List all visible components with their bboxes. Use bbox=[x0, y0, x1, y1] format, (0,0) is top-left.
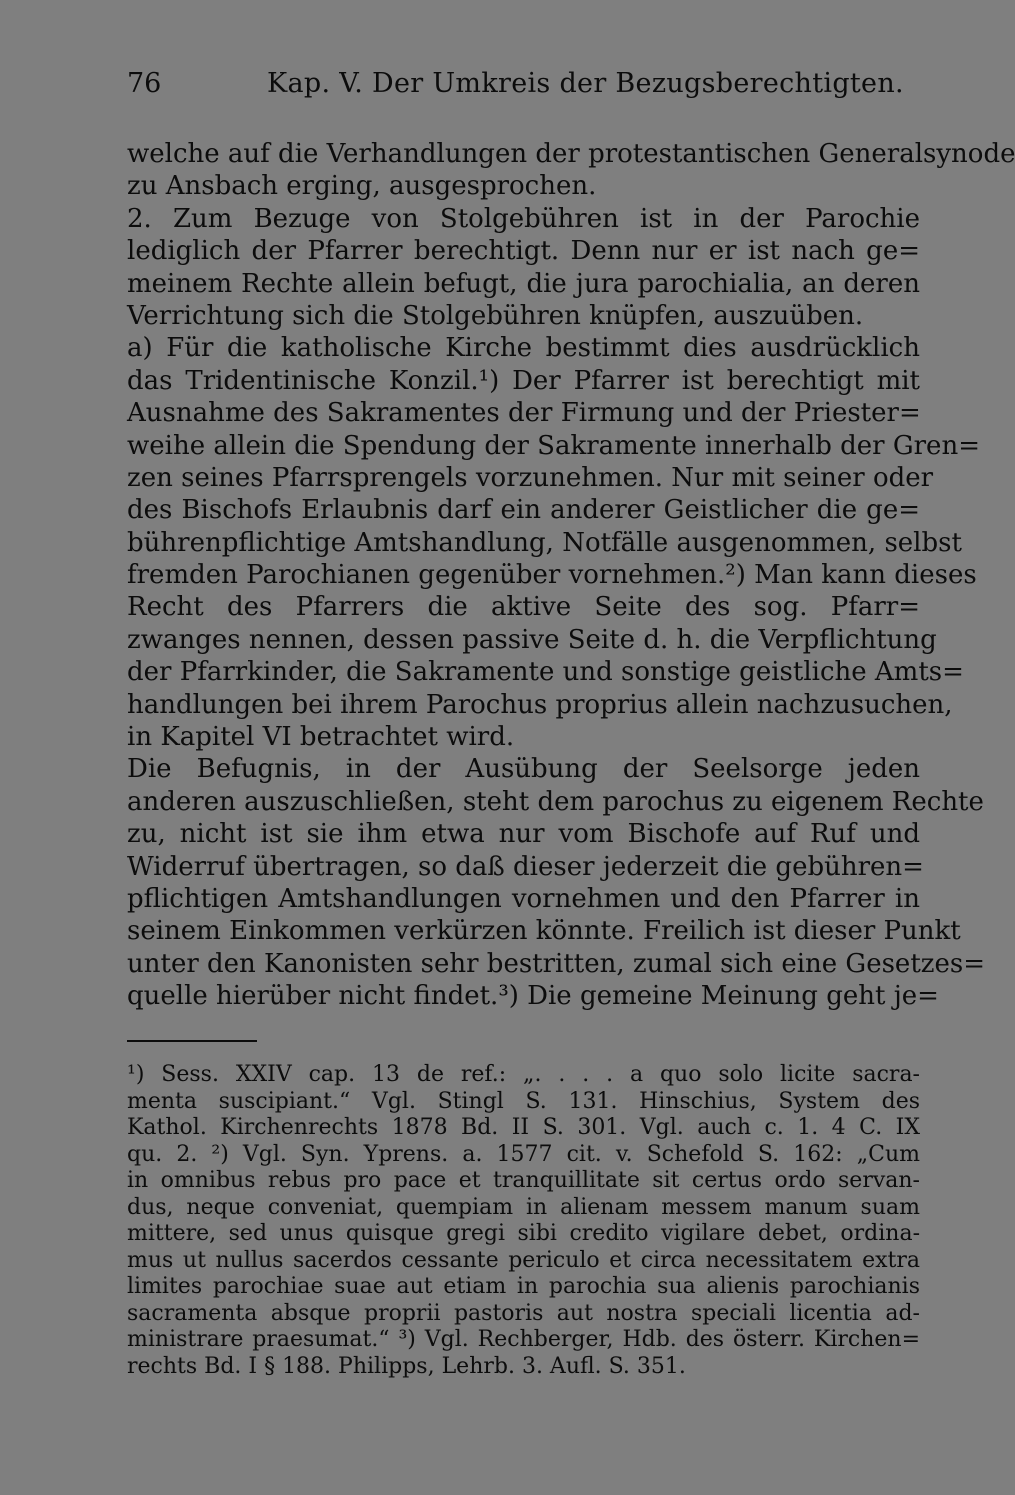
text-line: Ausnahme des Sakramentes der Firmung und der Priester= bbox=[127, 398, 921, 429]
text-line: Widerruf übertragen, so daß dieser jederzeit die gebühren= bbox=[127, 851, 924, 882]
footnote-line: ¹) Sess. XXIV cap. 13 de ref.: „. . . . a quo solo licite sacra- bbox=[127, 1062, 920, 1087]
text-line: 2. Zum Bezuge von Stolgebühren ist in der Parochie bbox=[127, 203, 920, 234]
text-line: bührenpflichtige Amtshandlung, Notfälle ausgenommen, selbst bbox=[127, 527, 962, 558]
text-line: welche auf die Verhandlungen der protestantischen Generalsynode bbox=[127, 139, 1015, 169]
text-line: quelle hierüber nicht findet.³) Die gemeine Meinung geht je= bbox=[127, 981, 939, 1012]
text-line: handlungen bei ihrem Parochus proprius allein nachzusuchen, bbox=[127, 689, 953, 720]
text-line: der Pfarrkinder, die Sakramente und sonstige geistliche Amts= bbox=[127, 657, 964, 688]
text-line: des Bischofs Erlaubnis darf ein anderer Geistlicher die ge= bbox=[127, 495, 920, 526]
text-line: Recht des Pfarrers die aktive Seite des sog. Pfarr= bbox=[127, 592, 920, 623]
text-line: a) Für die katholische Kirche bestimmt dies ausdrücklich bbox=[127, 333, 920, 364]
footnote-line: sacramenta absque proprii pastoris aut nostra speciali licentia ad- bbox=[127, 1300, 920, 1326]
text-line: in Kapitel VI betrachtet wird. bbox=[127, 722, 515, 753]
footnote-line: rechts Bd. I § 188. Philipps, Lehrb. 3. Aufl. S. 351. bbox=[127, 1353, 686, 1379]
footnote-line: dus, neque conveniat, quempiam in alienam messem manum suam bbox=[127, 1194, 920, 1220]
footnote-line: qu. 2. ²) Vgl. Syn. Yprens. a. 1577 cit. v. Schefold S. 162: „Cum bbox=[127, 1141, 920, 1167]
footnote-line: menta suscipiant.“ Vgl. Stingl S. 131. Hinschius, System des bbox=[127, 1088, 920, 1114]
text-line: fremden Parochianen gegenüber vornehmen.²) Man kann dieses bbox=[127, 560, 977, 591]
text-line: meinem Rechte allein befugt, die jura parochialia, an deren bbox=[127, 268, 920, 299]
main-text bbox=[127, 138, 1015, 1013]
text-line: seinem Einkommen verkürzen könnte. Freilich ist dieser Punkt bbox=[127, 916, 961, 947]
text-line: pflichtigen Amtshandlungen vornehmen und den Pfarrer in bbox=[127, 883, 920, 914]
text-line: Die Befugnis, in der Ausübung der Seelsorge jeden bbox=[127, 754, 920, 785]
text-line: weihe allein die Spendung der Sakramente innerhalb der Gren= bbox=[127, 430, 980, 461]
page-header bbox=[127, 64, 917, 104]
text-line: zwanges nennen, dessen passive Seite d. h. die Verpflichtung bbox=[127, 624, 937, 655]
footnotes bbox=[127, 1062, 920, 1380]
footnote-line: mus ut nullus sacerdos cessante periculo et circa necessitatem extra bbox=[127, 1247, 920, 1273]
text-line: zu Ansbach erging, ausgesprochen. bbox=[127, 171, 597, 202]
text-line: das Tridentinische Konzil.¹) Der Pfarrer ist berechtigt mit bbox=[127, 365, 920, 396]
text-line: anderen auszuschließen, steht dem parochus zu eigenem Rechte bbox=[127, 786, 984, 817]
text-line: Verrichtung sich die Stolgebühren knüpfen, auszuüben. bbox=[127, 300, 864, 331]
footnote-line: in omnibus rebus pro pace et tranquillitate sit certus ordo servan- bbox=[127, 1168, 920, 1193]
footnote-line: mittere, sed unus quisque gregi sibi credito vigilare debet, ordina- bbox=[127, 1221, 920, 1246]
footnote-divider bbox=[127, 1040, 257, 1042]
footnote-line: ministrare praesumat.“ ³) Vgl. Rechberger, Hdb. des österr. Kirchen= bbox=[127, 1327, 920, 1352]
footnote-line: Kathol. Kirchenrechts 1878 Bd. II S. 301. Vgl. auch c. 1. 4 C. IX bbox=[127, 1115, 920, 1140]
page-number: 76 bbox=[127, 68, 162, 99]
text-line: zu, nicht ist sie ihm etwa nur vom Bischofe auf Ruf und bbox=[127, 819, 920, 850]
text-line: unter den Kanonisten sehr bestritten, zumal sich eine Gesetzes= bbox=[127, 948, 985, 979]
running-title: Kap. V. Der Umkreis der Bezugsberechtigten. bbox=[267, 68, 904, 99]
footnote-line: limites parochiae suae aut etiam in parochia sua alienis parochianis bbox=[127, 1274, 920, 1299]
text-line: zen seines Pfarrsprengels vorzunehmen. Nur mit seiner oder bbox=[127, 462, 934, 493]
text-line: lediglich der Pfarrer berechtigt. Denn nur er ist nach ge= bbox=[127, 236, 920, 267]
